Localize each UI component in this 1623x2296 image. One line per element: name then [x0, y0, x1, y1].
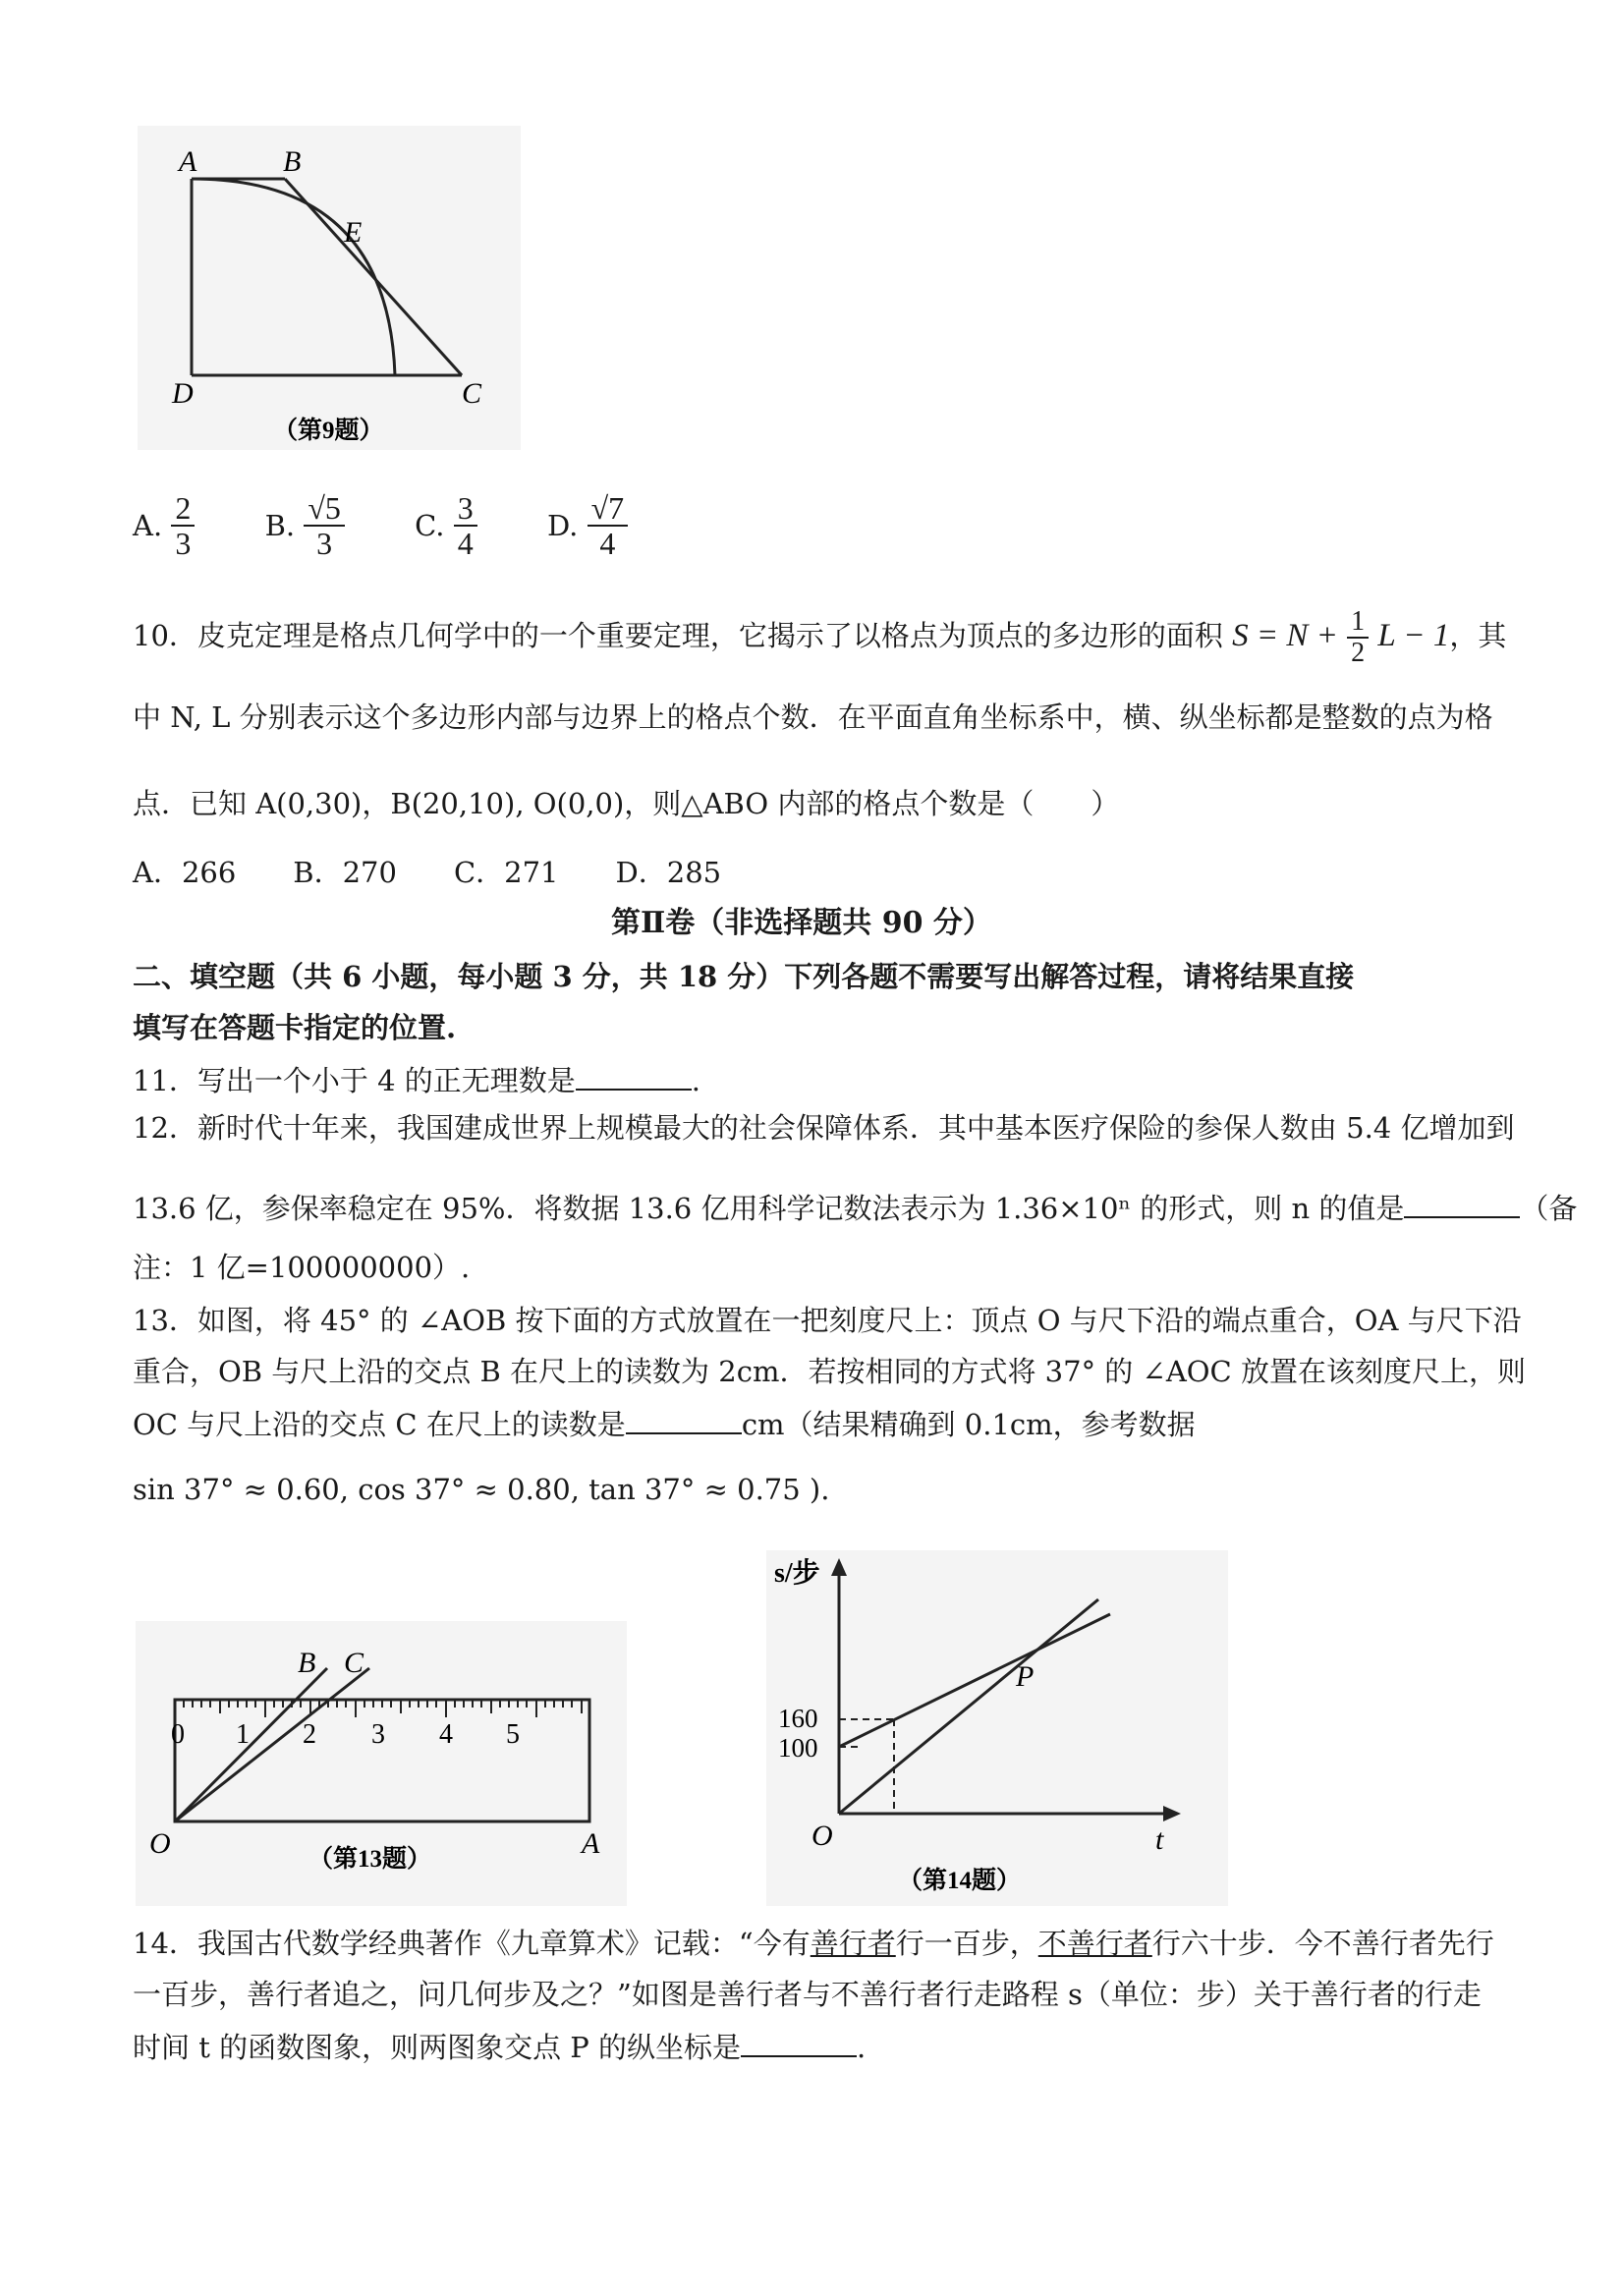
q9-option-c: C. $\frac{3}{4}$ [415, 491, 477, 560]
q9-option-a: A. $\frac{2}{3}$ [133, 491, 195, 560]
tick-1: 1 [236, 1719, 250, 1750]
figure-q13-svg [136, 1621, 627, 1906]
section-title: 第Ⅱ卷（非选择题共 90 分） [611, 906, 992, 940]
q13-answer-blank [626, 1403, 742, 1434]
origin-label: O [812, 1820, 833, 1852]
label-B: B [283, 145, 302, 178]
tick-5: 5 [506, 1719, 520, 1750]
label-E: E [344, 216, 363, 249]
q13-line1: 13．如图，将 45° 的 ∠AOB 按下面的方式放置在一把刻度尺上：顶点 O 与尺下沿的端点重合，OA 与尺下沿 [133, 1304, 1522, 1337]
ray-OC [175, 1668, 369, 1821]
ruler-ticks [175, 1700, 582, 1717]
q12-line1: 12．新时代十年来，我国建成世界上规模最大的社会保障体系．其中基本医疗保险的参保人数由 5.4 亿增加到 [133, 1111, 1515, 1145]
line-bushanxing [839, 1614, 1110, 1747]
ytick-160: 160 [778, 1704, 818, 1733]
x-axis-arrow [1163, 1806, 1181, 1821]
q14-line2: 一百步，善行者追之，问几何步及之？”如图是善行者与不善行者行走路程 s（单位：步）关于善行者的行走 [133, 1978, 1482, 2011]
q12-line2: 13.6 亿，参保率稳定在 95%．将数据 13.6 亿用科学记数法表示为 1.36×10ⁿ 的形式，则 n 的值是 （备 [133, 1187, 1577, 1228]
q14-line3: 时间 t 的函数图象，则两图象交点 P 的纵坐标是 . [133, 2026, 866, 2067]
label-A13: A [582, 1827, 600, 1860]
figure-q13-caption: （第13题） [308, 1846, 432, 1873]
tick-2: 2 [303, 1719, 316, 1750]
figure-q9-caption: （第9题） [273, 418, 384, 444]
q10-line1: 10．皮克定理是格点几何学中的一个重要定理，它揭示了以格点为顶点的多边形的面积 S = N + $\frac{1}{2}$ L − 1，其 [133, 606, 1507, 668]
q12-line3: 注：1 亿=100000000）. [133, 1251, 471, 1284]
figure-q9-svg [138, 126, 521, 450]
q13-line4: sin 37° ≈ 0.60, cos 37° ≈ 0.80, tan 37° ≈ 0.75 ). [133, 1473, 830, 1506]
section-heading-line1: 二、填空题（共 6 小题，每小题 3 分，共 18 分）下列各题不需要写出解答过程，请将结果直接 [133, 960, 1355, 993]
label-C13: C [344, 1647, 364, 1679]
q9-option-d: D. $\frac{√7}{4}$ [547, 491, 628, 560]
line-shanxing [839, 1599, 1098, 1814]
figure-q13 [136, 1621, 627, 1906]
q10-options: A．266 B．270 C．271 D．285 [133, 856, 722, 889]
label-C: C [462, 377, 482, 410]
q11-answer-blank [576, 1059, 692, 1091]
point-P-label: P [1016, 1660, 1035, 1693]
q13-line3: OC 与尺上沿的交点 C 在尺上的读数是 cm（结果精确到 0.1cm，参考数据 [133, 1403, 1196, 1444]
q14-answer-blank [741, 2026, 857, 2057]
label-A: A [179, 145, 197, 178]
label-B13: B [298, 1647, 316, 1679]
section-heading-line2: 填写在答题卡指定的位置. [133, 1011, 457, 1044]
figure-q14-caption: （第14题） [898, 1868, 1022, 1894]
y-axis-label: s/步 [774, 1558, 820, 1589]
y-axis-arrow [831, 1558, 847, 1576]
q9-option-b: B. $\frac{√5}{3}$ [265, 491, 345, 560]
tick-4: 4 [439, 1719, 453, 1750]
q10-line3: 点．已知 A(0,30)，B(20,10), O(0,0)，则△ABO 内部的格点个数是（ ） [133, 787, 1120, 820]
label-D: D [172, 377, 194, 410]
ytick-100: 100 [778, 1733, 818, 1763]
q9-options [133, 491, 628, 580]
q12-answer-blank [1404, 1187, 1520, 1218]
label-O13: O [149, 1827, 171, 1860]
q13-line2: 重合，OB 与尺上沿的交点 B 在尺上的读数为 2cm．若按相同的方式将 37° 的 ∠AOC 放置在该刻度尺上，则 [133, 1355, 1526, 1388]
q11: 11．写出一个小于 4 的正无理数是 . [133, 1059, 700, 1100]
figure-q14 [766, 1550, 1228, 1906]
tick-3: 3 [371, 1719, 385, 1750]
q14-line1: 14．我国古代数学经典著作《九章算术》记载：“今有善行者行一百步，不善行者行六十步．今不善行者先行 [133, 1927, 1494, 1960]
x-axis-label: t [1155, 1823, 1164, 1856]
q10-line2: 中 N, L 分别表示这个多边形内部与边界上的格点个数．在平面直角坐标系中，横、纵坐标都是整数的点为格 [133, 700, 1493, 734]
figure-q14-svg [766, 1550, 1228, 1906]
figure-q9 [138, 126, 521, 450]
tick-0: 0 [171, 1719, 185, 1750]
arc-AE [192, 179, 395, 375]
